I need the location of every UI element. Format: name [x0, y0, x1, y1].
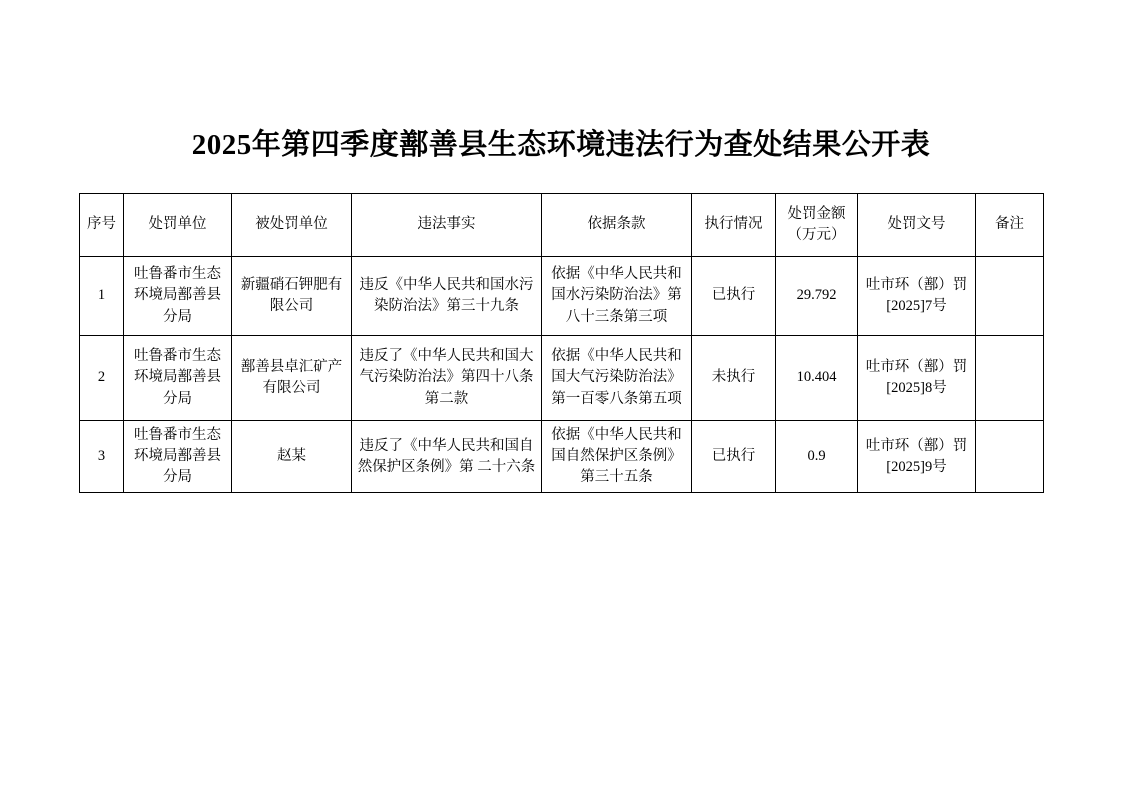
cell-basis: 依据《中华人民共和国水污染防治法》第八十三条第三项	[542, 257, 692, 336]
cell-status: 未执行	[692, 336, 776, 421]
table-row	[80, 257, 1044, 336]
cell-basis: 依据《中华人民共和国自然保护区条例》第三十五条	[542, 421, 692, 493]
cell-fact: 违反了《中华人民共和国大气污染防治法》第四十八条第二款	[352, 336, 542, 421]
cell-no: 1	[80, 257, 124, 336]
cell-amount: 10.404	[776, 336, 858, 421]
table-body	[80, 257, 1044, 493]
table-header	[80, 194, 1044, 257]
table-row	[80, 421, 1044, 493]
cell-amount: 0.9	[776, 421, 858, 493]
cell-party: 鄯善县卓汇矿产有限公司	[232, 336, 352, 421]
cell-remark	[976, 421, 1044, 493]
cell-remark	[976, 336, 1044, 421]
column-header-docno: 处罚文号	[858, 194, 976, 257]
cell-no: 2	[80, 336, 124, 421]
column-header-no: 序号	[80, 194, 124, 257]
cell-docno: 吐市环（鄯）罚[2025]8号	[858, 336, 976, 421]
cell-party: 赵某	[232, 421, 352, 493]
column-header-status: 执行情况	[692, 194, 776, 257]
column-header-party: 被处罚单位	[232, 194, 352, 257]
cell-org: 吐鲁番市生态环境局鄯善县分局	[124, 421, 232, 493]
cell-docno: 吐市环（鄯）罚[2025]7号	[858, 257, 976, 336]
column-header-basis: 依据条款	[542, 194, 692, 257]
column-header-remark: 备注	[976, 194, 1044, 257]
cell-status: 已执行	[692, 421, 776, 493]
cell-fact: 违反《中华人民共和国水污染防治法》第三十九条	[352, 257, 542, 336]
column-header-fact: 违法事实	[352, 194, 542, 257]
cell-party: 新疆硝石钾肥有限公司	[232, 257, 352, 336]
page-title: 2025年第四季度鄯善县生态环境违法行为查处结果公开表	[191, 129, 931, 161]
column-header-amount-line1: 处罚金额	[787, 205, 846, 222]
table-header-row	[80, 194, 1044, 257]
cell-basis: 依据《中华人民共和国大气污染防治法》第一百零八条第五项	[542, 336, 692, 421]
cell-no: 3	[80, 421, 124, 493]
cell-remark	[976, 257, 1044, 336]
cell-docno: 吐市环（鄯）罚[2025]9号	[858, 421, 976, 493]
column-header-amount	[776, 194, 858, 257]
cell-org: 吐鲁番市生态环境局鄯善县分局	[124, 257, 232, 336]
penalty-table	[79, 193, 1044, 493]
cell-amount: 29.792	[776, 257, 858, 336]
cell-status: 已执行	[692, 257, 776, 336]
cell-org: 吐鲁番市生态环境局鄯善县分局	[124, 336, 232, 421]
column-header-amount-line2: （万元）	[787, 227, 846, 243]
penalty-table-container	[79, 193, 1043, 493]
table-row	[80, 336, 1044, 421]
cell-fact: 违反了《中华人民共和国自然保护区条例》第 二十六条	[352, 421, 542, 493]
column-header-org: 处罚单位	[124, 194, 232, 257]
